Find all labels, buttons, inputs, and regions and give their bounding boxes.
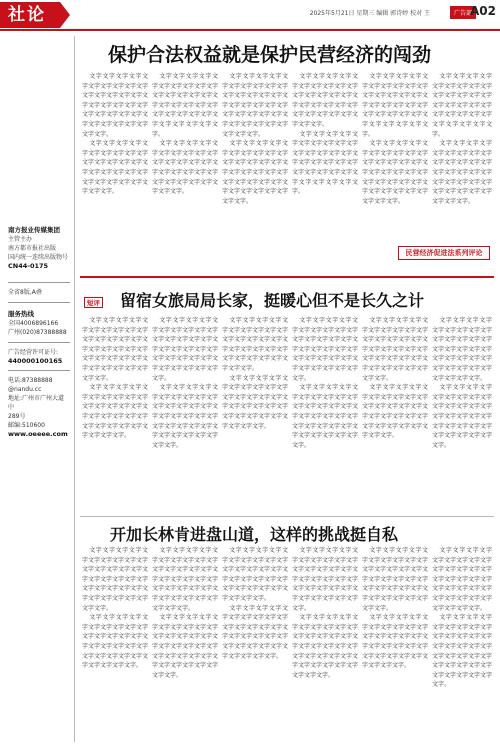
article-headline: 保护合法权益就是保护民营经济的闯劲 [108,44,432,66]
article-column [222,546,288,744]
sponsor-line: 南方报业传媒集团 [8,226,60,234]
paragraph: 文字文字文字文字文字文字文字文字文字文字文字文字文字文字文字文字文字文字文字文字文字文字文字文字文字文字文字文字文字文字文字文字文字文字文字。 [432,614,492,689]
paragraph: 文字文字文字文字文字文字文字文字文字文字文字文字文字文字文字文字文字文字文字文字文字文字文字文字文字文字文字文字文字文字文字文字文字。 [432,317,492,382]
article-column [152,316,218,512]
paragraph: 文字文字文字文字文字文字文字文字文字文字文字文字文字文字文字文字文字文字文字文字文字文字文字文字文字文字文字文字文字文字文字文字文字文字。 [362,547,428,612]
paragraph: 文字文字文字文字文字文字文字文字文字文字文字文字文字文字文字文字文字文字文字文字文字文字文字文字文字文字文字文字文字文字。 [432,384,492,449]
paragraph: 文字文字文字文字文字文字文字文字文字文字文字文字文字文字文字文字文字文字文字文字文字文字文字文字文字文字文字文字文字文字文字文字文字文字。 [152,384,218,449]
article-column [362,72,428,248]
paragraph: 文字文字文字文字文字文字文字文字文字文字文字文字文字文字文字文字文字文字文字文字文字文字文字文字文字文字文字文字文字文字文字文字文字。 [292,317,358,382]
issn-code: CN44-0175 [8,262,49,270]
paragraph: 文字文字文字文字文字文字文字文字文字文字文字文字文字文字文字文字文字文字文字文字文字文字文字文字文字文字文字文字文字文字文字文字。 [362,73,428,138]
page-header [0,0,500,30]
ad-license-title: 广告经营许可证号: [8,349,59,356]
sponsor-line: 南方都市报社出版 [8,245,57,252]
contact-line: 邮编:510600 [8,422,45,429]
sponsor-block [8,226,70,271]
hotline-block [8,310,70,337]
sidebar-divider [8,282,70,283]
sidebar-divider [8,302,70,303]
article-column [432,546,492,744]
article-column [292,316,358,512]
paragraph: 文字文字文字文字文字文字文字文字文字文字文字文字文字文字文字文字文字文字文字文字文字文字文字文字文字文字文字文字文字文字文字文字。 [292,130,358,196]
paragraph: 文字文字文字文字文字文字文字文字文字文字文字文字文字文字文字文字文字文字文字文字文字文字文字文字文字文字文字文字文字文字文字文字文字文字文字。 [292,614,358,679]
contact-line: @nandu.cc [8,386,42,393]
paragraph: 文字文字文字文字文字文字文字文字文字文字文字文字文字文字文字文字文字文字文字文字文字文字文字文字文字文字文字文字文字。 [152,140,218,196]
sidebar-divider [8,342,70,343]
article-column [82,316,148,512]
sponsor-line: 主管主办 [8,236,33,243]
article-column [362,546,428,744]
paragraph: 文字文字文字文字文字文字文字文字文字文字文字文字文字文字文字文字文字文字文字文字文字文字文字文字文字文字文字文字文字文字文字文字文字。 [152,317,218,382]
paragraph: 文字文字文字文字文字文字文字文字文字文字文字文字文字文字文字文字文字文字文字文字文字文字文字文字文字文字文字文字文字文字文字文字文字文字文字。 [152,547,218,612]
paragraph: 文字文字文字文字文字文字文字文字文字文字文字文字文字文字文字文字文字文字文字文字文字文字文字文字文字文字文字文字文字。 [432,73,492,138]
ad-license-code: 440000100165 [8,357,63,365]
paragraph: 文字文字文字文字文字文字文字文字文字文字文字文字文字文字文字文字文字文字文字文字文字文字文字文字文字文字文字文字文字文字文字文字文字文字文字。 [362,140,428,205]
paragraph: 文字文字文字文字文字文字文字文字文字文字文字文字文字文字文字文字文字文字文字文字文字文字文字文字文字文字文字文字文字文字文字文字文字文字。 [152,614,218,679]
paragraph: 文字文字文字文字文字文字文字文字文字文字文字文字文字文字文字文字文字文字文字文字文字文字文字文字文字文字文字文字文字文字文字。 [222,604,288,660]
paragraph: 文字文字文字文字文字文字文字文字文字文字文字文字文字文字文字文字文字文字文字文字文字文字文字文字文字文字文字文字文字文字文字文字文字文字。 [362,317,428,382]
article-column [222,316,288,512]
ad-license-block [8,348,70,366]
hotline-title: 服务热线 [8,310,34,318]
contact-line: 地址:广州市广州大道中 [8,395,65,411]
article-column [292,546,358,744]
edition-label: 全省8版,A叠 [8,289,42,296]
hotline-line: 广州(020)87388888 [8,329,67,336]
masthead-sidebar [8,36,70,736]
paragraph: 文字文字文字文字文字文字文字文字文字文字文字文字文字文字文字文字文字文字文字文字文字文字文字文字文字文字文字文字文字文字文字文字文字文字。 [82,73,148,138]
article-column [222,72,288,248]
series-box: 民营经济促进法系列评论 [398,246,490,260]
section-divider [80,516,494,517]
section-divider [80,276,494,278]
paragraph: 文字文字文字文字文字文字文字文字文字文字文字文字文字文字文字文字文字文字文字文字文字文字文字文字文字文字文字文字文字文字文字文字。 [432,140,492,205]
contact-block [8,376,70,439]
editor-badge: 广告部 [450,6,476,19]
paragraph: 文字文字文字文字文字文字文字文字文字文字文字文字文字文字文字文字文字文字文字文字文字文字文字文字文字文字文字文字文字。 [362,384,428,440]
sidebar-divider [8,370,70,371]
dateline: 2025年5月21日 星期三 编辑 郭诗婷 校对 王 [309,10,430,17]
article-column [82,546,148,744]
paragraph: 文字文字文字文字文字文字文字文字文字文字文字文字文字文字文字文字文字文字文字文字文字文字文字文字文字文字文字文字文字文字文字文字文字文字。 [222,140,288,205]
paragraph: 文字文字文字文字文字文字文字文字文字文字文字文字文字文字文字文字文字文字文字文字文字文字文字文字文字文字文字文字文字文字文字文字文字。 [292,547,358,612]
website-link[interactable]: www.oeeee.com [8,430,68,438]
header-rule [0,29,500,31]
article-column [152,546,218,744]
paragraph: 文字文字文字文字文字文字文字文字文字文字文字文字文字文字文字文字文字文字文字文字文字文字文字文字文字文字文字文字文字文字文字文字文字文字。 [82,547,148,612]
paragraph: 文字文字文字文字文字文字文字文字文字文字文字文字文字文字文字文字文字文字文字文字文字文字文字文字文字文字文字文字文字文字。 [82,384,148,440]
paragraph: 文字文字文字文字文字文字文字文字文字文字文字文字文字文字文字文字文字文字文字文字文字文字文字文字文字文字文字文字文字文字文字。 [82,614,148,670]
paragraph: 文字文字文字文字文字文字文字文字文字文字文字文字文字文字文字文字文字文字文字文字文字文字文字文字文字文字文字文字文字文字。 [222,374,288,430]
column-rule [74,36,75,742]
paragraph: 文字文字文字文字文字文字文字文字文字文字文字文字文字文字文字文字文字文字文字文字文字文字文字文字文字文字文字文字文字文字文字文字文字。 [432,547,492,612]
article-column [432,72,492,244]
paragraph: 文字文字文字文字文字文字文字文字文字文字文字文字文字文字文字文字文字文字文字文字文字文字文字文字文字文字文字文字文字文字。 [222,547,288,602]
paragraph: 文字文字文字文字文字文字文字文字文字文字文字文字文字文字文字文字文字文字文字文字文字文字文字文字文字文字文字文字文字文字文字文字文字文字文字。 [222,73,288,138]
commentary-label: 短评 [84,297,103,308]
paragraph: 文字文字文字文字文字文字文字文字文字文字文字文字文字文字文字文字文字文字文字文字文字文字文字文字文字文字文字文字文字文字文字文字文字。 [292,384,358,449]
article-column [82,72,148,248]
issn-label: 国内统一连续出版物号 [8,254,69,261]
contact-line: 289号 [8,413,26,420]
page-number: A02 [470,4,496,18]
article-column [292,72,358,248]
paragraph: 文字文字文字文字文字文字文字文字文字文字文字文字文字文字文字文字文字文字文字文字文字文字文字文字文字文字文字文字文字。 [292,73,358,128]
paragraph: 文字文字文字文字文字文字文字文字文字文字文字文字文字文字文字文字文字文字文字文字文字文字文字文字文字文字文字文字文字文字。 [362,614,428,670]
paragraph: 文字文字文字文字文字文字文字文字文字文字文字文字文字文字文字文字文字文字文字文字文字文字文字文字文字文字文字文字文字文字文字文字文字文字。 [82,317,148,382]
article-column [432,316,492,512]
article-headline: 开加长林肯进盘山道，这样的挑战挺自私 [110,525,399,544]
paragraph: 文字文字文字文字文字文字文字文字文字文字文字文字文字文字文字文字文字文字文字文字文字文字文字文字文字文字文字文字文字。 [82,140,148,196]
section-tag: 社论 [0,2,60,28]
contact-line: 电话:87388888 [8,377,53,384]
hotline-line: 全国4006896166 [8,320,59,327]
paragraph: 文字文字文字文字文字文字文字文字文字文字文字文字文字文字文字文字文字文字文字文字文字文字文字文字文字文字文字文字文字。 [222,317,288,372]
article-column [152,72,218,248]
paragraph: 文字文字文字文字文字文字文字文字文字文字文字文字文字文字文字文字文字文字文字文字文字文字文字文字文字文字文字文字文字文字文字文字。 [152,73,218,138]
article-column [362,316,428,512]
article-headline: 留宿女旅局局长家，挺暖心但不是长久之计 [120,291,425,310]
